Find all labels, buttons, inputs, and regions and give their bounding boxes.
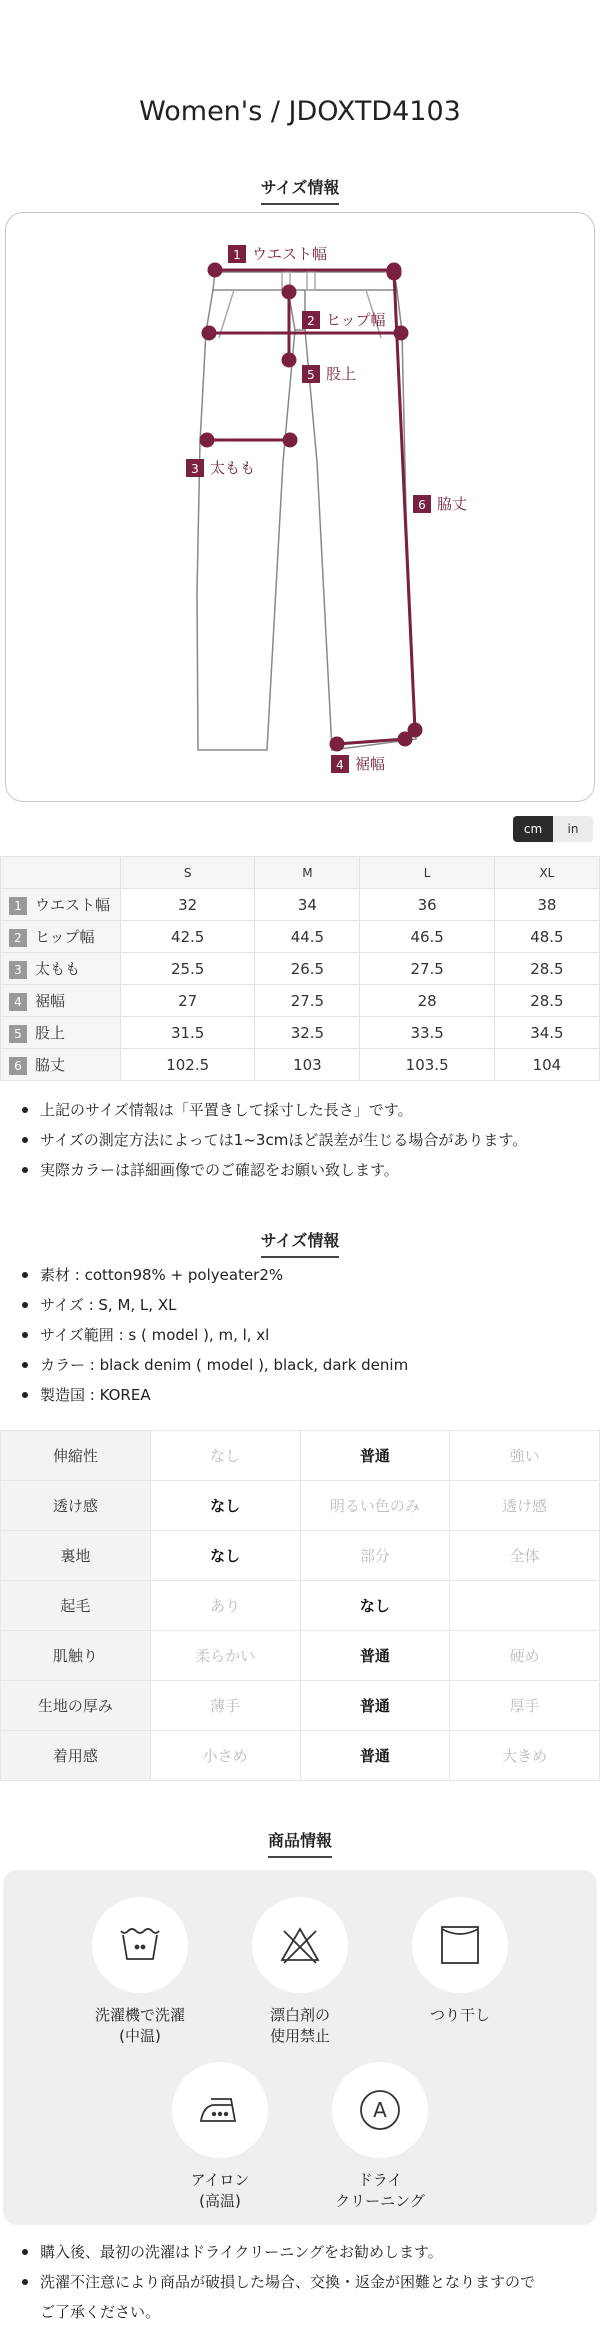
size-table-header	[1, 857, 600, 889]
size-table-corner	[1, 857, 121, 889]
size-value-cell: 38	[494, 889, 599, 921]
size-header: XL	[494, 857, 599, 889]
fabric-option: 全体	[450, 1531, 600, 1581]
fabric-option: なし	[150, 1531, 300, 1581]
fabric-attribute-label: 裏地	[1, 1531, 151, 1581]
diagram-label-rise	[302, 365, 356, 383]
fabric-row	[1, 1431, 600, 1481]
size-header: L	[360, 857, 494, 889]
fabric-characteristics-table	[0, 1430, 600, 1781]
fabric-row	[1, 1581, 600, 1631]
product-notes	[20, 2237, 590, 2327]
measurement-name: 裾幅	[35, 992, 66, 1010]
fabric-row	[1, 1681, 600, 1731]
size-value-cell: 46.5	[360, 921, 494, 953]
measurement-number-badge: 3	[9, 961, 27, 979]
measurement-label	[1, 921, 121, 953]
measurement-name: 太もも	[35, 960, 81, 978]
size-table	[0, 856, 600, 1081]
fabric-row	[1, 1731, 600, 1781]
size-table-row	[1, 985, 600, 1017]
measurement-number-badge: 6	[9, 1057, 27, 1075]
fabric-option: 強い	[450, 1431, 600, 1481]
size-value-cell: 36	[360, 889, 494, 921]
size-value-cell: 104	[494, 1049, 599, 1081]
svg-text:2: 2	[307, 314, 315, 328]
size-table-row	[1, 1017, 600, 1049]
svg-text:A: A	[373, 2098, 387, 2122]
measurement-name: ウエスト幅	[35, 896, 111, 914]
size-value-cell: 34	[255, 889, 360, 921]
spec-item: サイズ範囲 : s ( model ), m, l, xl	[20, 1320, 590, 1350]
care-item-bleach: 漂白剤の 使用禁止	[240, 1897, 360, 2047]
fabric-option: 明るい色のみ	[300, 1481, 450, 1531]
fabric-option: あり	[150, 1581, 300, 1631]
spec-list	[20, 1260, 590, 1410]
measurement-number-badge: 2	[9, 929, 27, 947]
unit-toggle[interactable]	[513, 816, 593, 842]
spec-item: カラー : black denim ( model ), black, dark denim	[20, 1350, 590, 1380]
fabric-option: 薄手	[150, 1681, 300, 1731]
size-header: S	[121, 857, 255, 889]
svg-text:ヒップ幅: ヒップ幅	[326, 311, 386, 329]
size-value-cell: 25.5	[121, 953, 255, 985]
size-header: M	[255, 857, 360, 889]
size-value-cell: 31.5	[121, 1017, 255, 1049]
fabric-attribute-label: 伸縮性	[1, 1431, 151, 1481]
size-value-cell: 28.5	[494, 985, 599, 1017]
size-note: サイズの測定方法によっては1~3cmほど誤差が生じる場合があります。	[20, 1125, 590, 1155]
size-value-cell: 27	[121, 985, 255, 1017]
size-note: 実際カラーは詳細画像でのご確認をお願い致します。	[20, 1155, 590, 1185]
measurement-name: 脇丈	[35, 1056, 66, 1074]
measurement-name: ヒップ幅	[35, 928, 95, 946]
svg-text:3: 3	[191, 462, 199, 476]
size-value-cell: 27.5	[360, 953, 494, 985]
svg-text:4: 4	[336, 758, 344, 772]
size-notes	[20, 1095, 590, 1185]
size-value-cell: 34.5	[494, 1017, 599, 1049]
fabric-option: 普通	[300, 1431, 450, 1481]
fabric-row	[1, 1481, 600, 1531]
measurement-number-badge: 1	[9, 897, 27, 915]
svg-text:股上: 股上	[326, 365, 357, 383]
size-value-cell: 32	[121, 889, 255, 921]
fabric-option: 厚手	[450, 1681, 600, 1731]
size-info-heading: サイズ情報	[0, 175, 600, 205]
line-dry-icon	[412, 1897, 508, 1993]
measurement-name: 股上	[35, 1024, 66, 1042]
fabric-option: なし	[150, 1481, 300, 1531]
unit-in-button[interactable]: in	[553, 816, 593, 842]
measurement-number-badge: 4	[9, 993, 27, 1011]
spec-item: サイズ : S, M, L, XL	[20, 1290, 590, 1320]
svg-text:1: 1	[233, 248, 241, 262]
product-info-heading: 商品情報	[0, 1828, 600, 1858]
measurement-label	[1, 1049, 121, 1081]
svg-text:太もも: 太もも	[210, 459, 256, 477]
care-item-iron: アイロン (高温)	[160, 2062, 280, 2212]
pants-outline	[197, 272, 416, 750]
size-table-row	[1, 953, 600, 985]
size-value-cell: 26.5	[255, 953, 360, 985]
spec-item: 製造国 : KOREA	[20, 1380, 590, 1410]
fabric-attribute-label: 着用感	[1, 1731, 151, 1781]
measurement-label	[1, 985, 121, 1017]
size-value-cell: 48.5	[494, 921, 599, 953]
care-instructions-panel	[3, 1870, 597, 2225]
size-value-cell: 103	[255, 1049, 360, 1081]
fabric-option: 普通	[300, 1731, 450, 1781]
fabric-option	[450, 1581, 600, 1631]
size-table-row	[1, 921, 600, 953]
fabric-option: 普通	[300, 1631, 450, 1681]
fabric-attribute-label: 肌触り	[1, 1631, 151, 1681]
measurement-label	[1, 889, 121, 921]
measurement-lines	[207, 270, 415, 744]
fabric-option: 硬め	[450, 1631, 600, 1681]
size-value-cell: 42.5	[121, 921, 255, 953]
measurement-label	[1, 953, 121, 985]
fabric-attribute-label: 生地の厚み	[1, 1681, 151, 1731]
size-value-cell: 27.5	[255, 985, 360, 1017]
fabric-option: なし	[300, 1581, 450, 1631]
fabric-option: 普通	[300, 1681, 450, 1731]
fabric-option: 小さめ	[150, 1731, 300, 1781]
spec-item: 素材 : cotton98% + polyeater2%	[20, 1260, 590, 1290]
size-value-cell: 103.5	[360, 1049, 494, 1081]
care-item-wash: 洗濯機で洗濯 (中温)	[80, 1897, 200, 2047]
care-item-dry-clean: A ドライ クリーニング	[320, 2062, 440, 2212]
product-title: Women's / JDOXTD4103	[139, 96, 461, 127]
size-table-row	[1, 889, 600, 921]
diagram-label-outseam	[413, 495, 467, 513]
diagram-label-hip	[302, 311, 386, 329]
measurement-number-badge: 5	[9, 1025, 27, 1043]
size-value-cell: 33.5	[360, 1017, 494, 1049]
pants-size-diagram	[5, 212, 595, 802]
washing-machine-icon	[92, 1897, 188, 1993]
spec-info-heading: サイズ情報	[0, 1228, 600, 1258]
size-value-cell: 102.5	[121, 1049, 255, 1081]
size-table-row	[1, 1049, 600, 1081]
unit-cm-button[interactable]: cm	[513, 816, 553, 842]
care-item-line-dry: つり干し	[400, 1897, 520, 2026]
fabric-option: 透け感	[450, 1481, 600, 1531]
product-note: 購入後、最初の洗濯はドライクリーニングをお勧めします。	[20, 2237, 590, 2267]
iron-icon	[172, 2062, 268, 2158]
size-note: 上記のサイズ情報は「平置きして採寸した長さ」です。	[20, 1095, 590, 1125]
fabric-option: 部分	[300, 1531, 450, 1581]
svg-text:6: 6	[418, 498, 426, 512]
fabric-attribute-label: 起毛	[1, 1581, 151, 1631]
fabric-option: なし	[150, 1431, 300, 1481]
diagram-label-thigh	[186, 459, 255, 477]
product-note: 洗濯不注意により商品が破損した場合、交換・返金が困難となりますので ご了承ください。	[20, 2267, 590, 2327]
fabric-option: 大きめ	[450, 1731, 600, 1781]
size-value-cell: 32.5	[255, 1017, 360, 1049]
diagram-label-waist	[228, 245, 327, 263]
measurement-label	[1, 1017, 121, 1049]
svg-text:5: 5	[307, 368, 315, 382]
fabric-option: 柔らかい	[150, 1631, 300, 1681]
svg-text:裾幅: 裾幅	[355, 755, 386, 773]
fabric-row	[1, 1531, 600, 1581]
size-value-cell: 28.5	[494, 953, 599, 985]
dry-clean-icon	[332, 2062, 428, 2158]
diagram-label-hem	[331, 755, 385, 773]
fabric-attribute-label: 透け感	[1, 1481, 151, 1531]
no-bleach-icon	[252, 1897, 348, 1993]
size-value-cell: 44.5	[255, 921, 360, 953]
fabric-row	[1, 1631, 600, 1681]
size-value-cell: 28	[360, 985, 494, 1017]
svg-text:ウエスト幅: ウエスト幅	[252, 245, 328, 263]
svg-text:脇丈: 脇丈	[437, 495, 468, 513]
